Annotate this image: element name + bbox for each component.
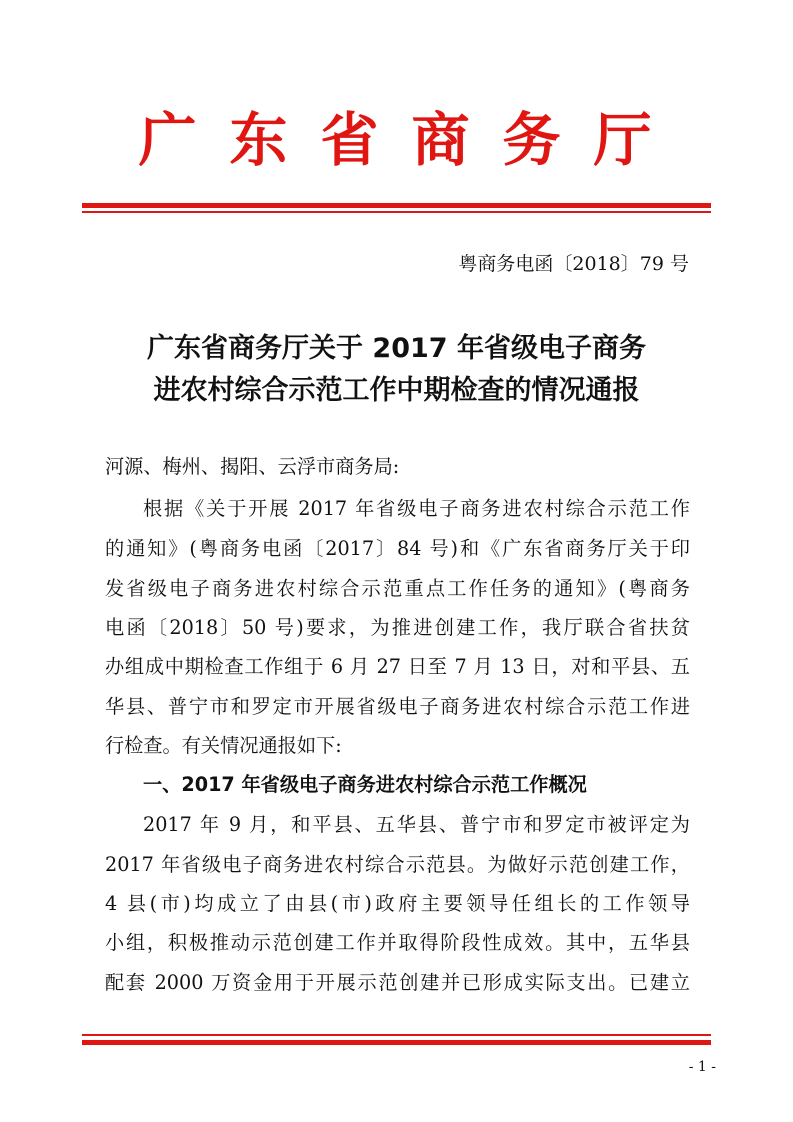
body-line: 电函〔2018〕50 号)要求，为推进创建工作，我厅联合省扶贫 [105, 616, 690, 639]
addressee-line: 河源、梅州、揭阳、云浮市商务局: [105, 455, 400, 478]
letterhead-title: 广东省商务厅 [138, 106, 685, 174]
body-line: 发省级电子商务进农村综合示范重点工作任务的通知》(粤商务 [105, 577, 690, 600]
letterhead-rule-thick [82, 203, 711, 208]
document-title [60, 328, 733, 412]
body-line: 华县、普宁市和罗定市开展省级电子商务进农村综合示范工作进 [105, 695, 690, 718]
letterhead-rule-thin [82, 211, 711, 213]
body-line: 办组成中期检查工作组于 6 月 27 日至 7 月 13 日，对和平县、五 [105, 655, 690, 678]
footer-rule-thin [82, 1034, 711, 1036]
title-line-2: 进农村综合示范工作中期检查的情况通报 [153, 375, 640, 406]
body-line: 的通知》(粤商务电函〔2017〕84 号)和《广东省商务厅关于印 [105, 537, 690, 560]
document-number: 粤商务电函〔2018〕79 号 [458, 253, 689, 275]
body-line: 配套 2000 万资金用于开展示范创建并已形成实际支出。已建立 [105, 971, 690, 994]
title-line-1: 广东省商务厅关于 2017 年省级电子商务 [147, 333, 646, 364]
body-line: 4 县(市)均成立了由县(市)政府主要领导任组长的工作领导 [105, 892, 690, 915]
section-heading: 一、2017 年省级电子商务进农村综合示范工作概况 [143, 773, 587, 796]
body-line: 根据《关于开展 2017 年省级电子商务进农村综合示范工作 [143, 497, 690, 520]
body-line: 小组，积极推动示范创建工作并取得阶段性成效。其中，五华县 [105, 931, 690, 954]
footer-rule-thick [82, 1040, 711, 1045]
body-line: 行检查。有关情况通报如下: [105, 734, 342, 757]
body-line: 2017 年省级电子商务进农村综合示范县。为做好示范创建工作， [105, 853, 690, 876]
body-line: 2017 年 9 月，和平县、五华县、普宁市和罗定市被评定为 [143, 813, 690, 836]
page-number: - 1 - [688, 1059, 716, 1075]
